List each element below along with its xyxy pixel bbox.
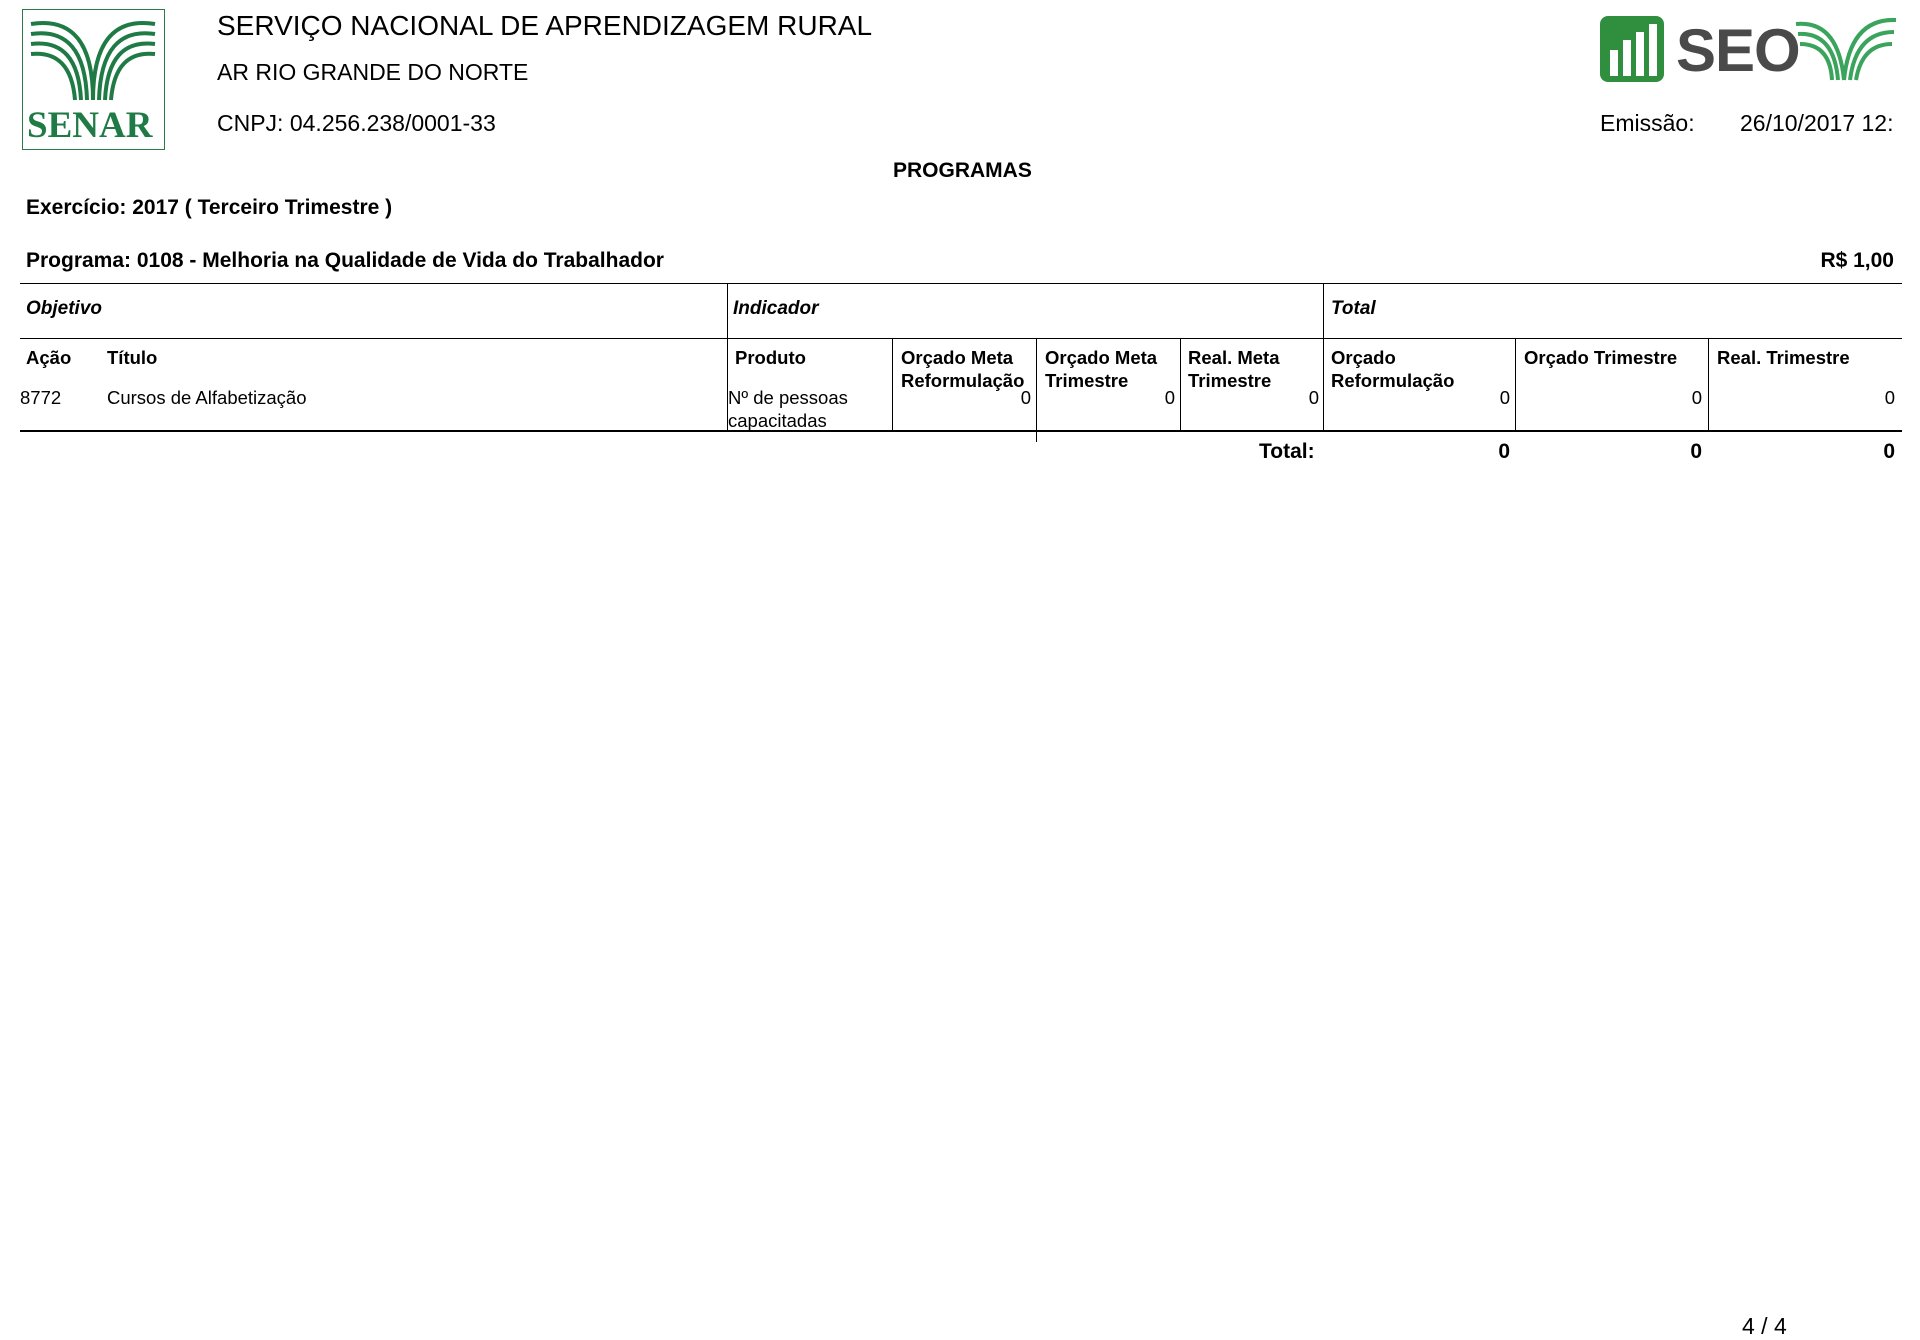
org-name: SERVIÇO NACIONAL DE APRENDIZAGEM RURAL: [217, 10, 873, 41]
total-orcado-reformulacao: 0: [1498, 440, 1510, 463]
col-acao: Ação: [26, 347, 72, 368]
col-divider: [1515, 338, 1516, 430]
col-orcado-meta-trimestre: Orçado Meta Trimestre: [1045, 347, 1158, 391]
total-label: Total:: [1259, 440, 1315, 463]
section-header-rule: [20, 338, 1902, 339]
col-produto: Produto: [735, 347, 806, 368]
org-subtitle: AR RIO GRANDE DO NORTE: [217, 59, 529, 85]
cell-titulo: Cursos de Alfabetização: [107, 387, 307, 408]
section-objetivo: Objetivo: [26, 298, 103, 319]
programa-label: Programa: 0108 - Melhoria na Qualidade de Vida do Trabalhador: [26, 249, 664, 272]
table-bottom-rule: [20, 430, 1902, 432]
col-divider: [892, 338, 893, 430]
cell-real-meta-trimestre: 0: [1308, 387, 1319, 408]
cell-real-trimestre: 0: [1884, 387, 1895, 408]
seo-logo-text: SEO: [1676, 17, 1800, 84]
total-orcado-trimestre: 0: [1690, 440, 1702, 463]
emissao-value: 26/10/2017 12:: [1740, 110, 1894, 136]
cell-orcado-trimestre: 0: [1691, 387, 1702, 408]
report-title: PROGRAMAS: [893, 159, 1032, 182]
table-top-rule: [20, 283, 1902, 284]
col-real-trimestre: Real. Trimestre: [1717, 347, 1850, 368]
col-orcado-trimestre: Orçado Trimestre: [1524, 347, 1678, 368]
seo-logo: [1598, 10, 1898, 86]
cell-produto: Nº de pessoas capacitadas: [728, 387, 848, 431]
senar-logo: [22, 9, 165, 150]
page-number: 4 / 4: [1742, 1313, 1787, 1339]
cell-acao: 8772: [20, 387, 62, 408]
section-total: Total: [1331, 298, 1376, 319]
total-real-trimestre: 0: [1883, 440, 1895, 463]
col-orcado-reformulacao: Orçado Reformulação: [1331, 347, 1455, 391]
col-orcado-meta-reformulacao: Orçado Meta Reformulação: [901, 347, 1025, 391]
exercicio-label: Exercício: 2017 ( Terceiro Trimestre ): [26, 196, 393, 219]
section-indicador: Indicador: [733, 298, 819, 319]
cell-orcado-meta-trimestre: 0: [1164, 387, 1175, 408]
org-cnpj: CNPJ: 04.256.238/0001-33: [217, 110, 496, 136]
emissao-label: Emissão:: [1600, 110, 1695, 136]
col-titulo: Título: [107, 347, 158, 368]
cell-orcado-reformulacao: 0: [1499, 387, 1510, 408]
senar-logo-text: SENAR: [27, 105, 153, 146]
currency-unit: R$ 1,00: [1820, 249, 1894, 272]
cell-orcado-meta-reformulacao: 0: [1020, 387, 1031, 408]
col-real-meta-trimestre: Real. Meta Trimestre: [1188, 347, 1280, 391]
col-divider: [1708, 338, 1709, 430]
col-divider: [1323, 283, 1324, 430]
col-divider: [1180, 338, 1181, 430]
col-divider: [1036, 338, 1037, 442]
